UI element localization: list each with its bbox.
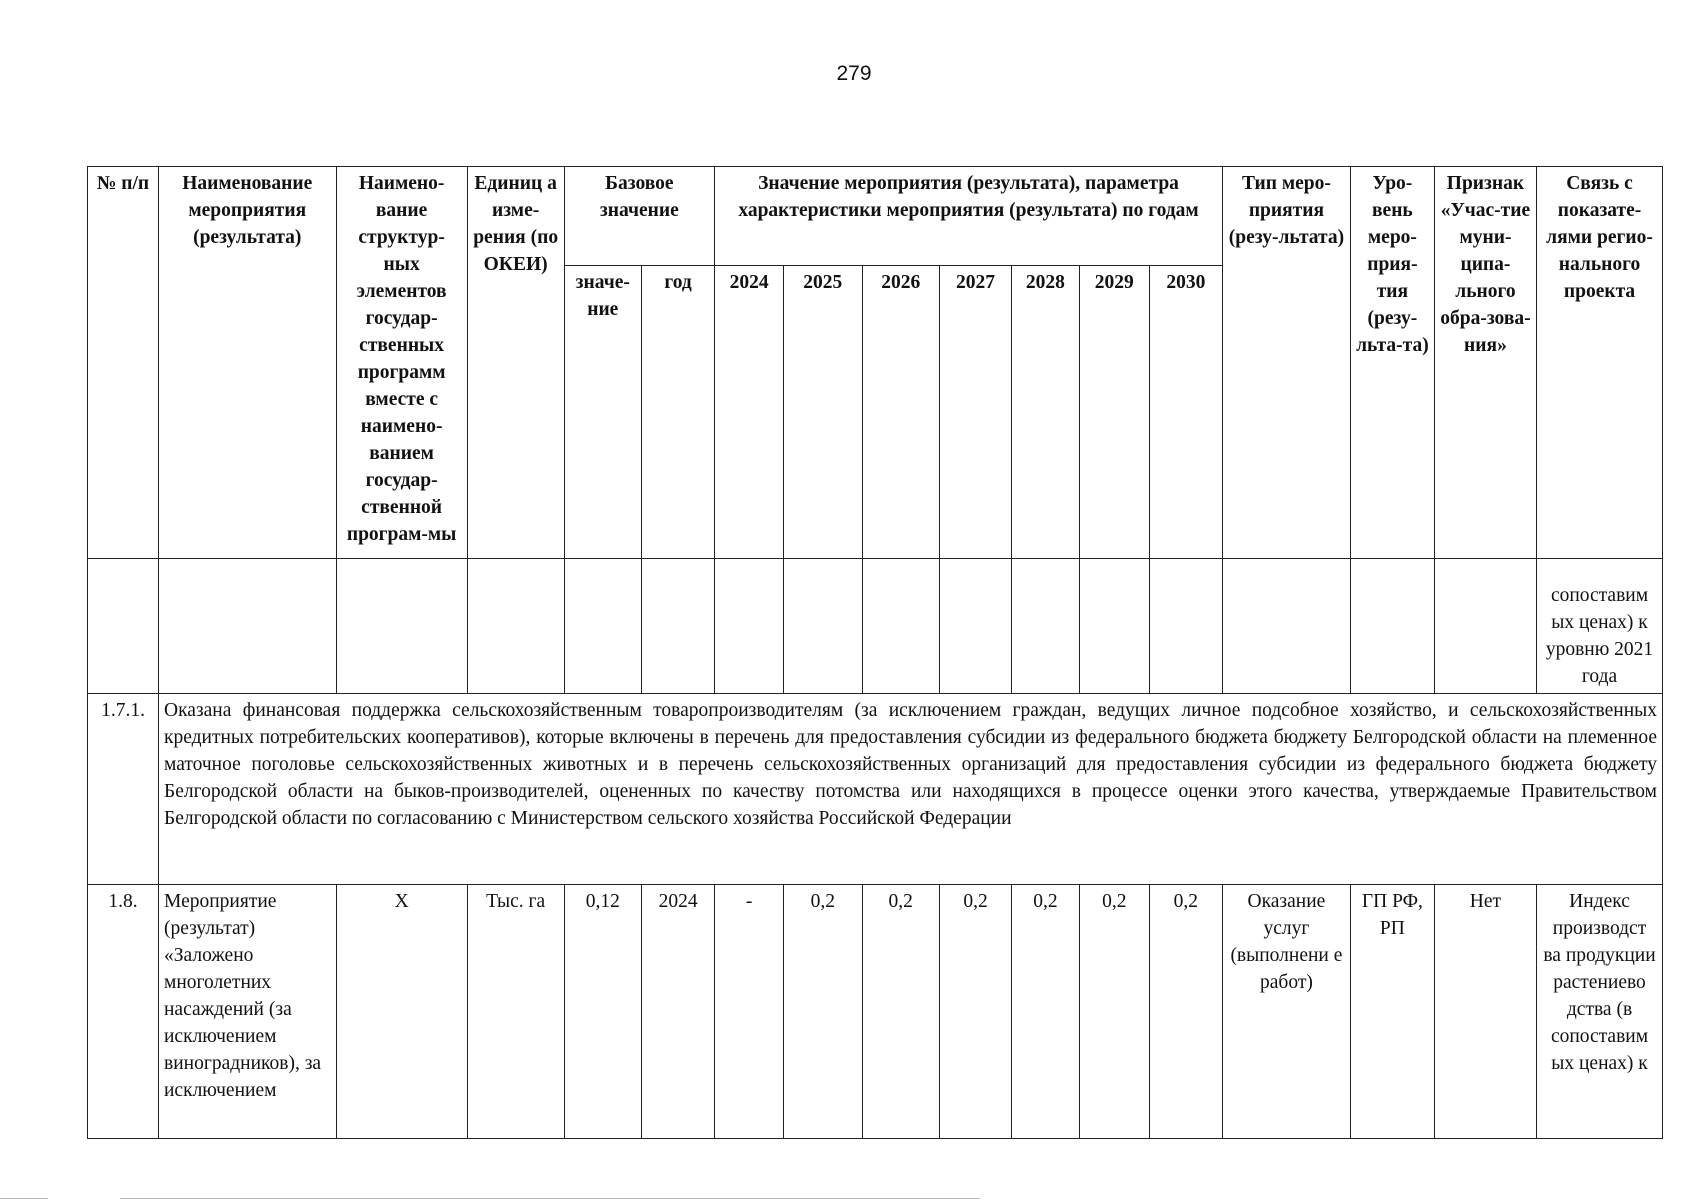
cell-empty (783, 558, 862, 693)
scan-edge-line (120, 1198, 980, 1199)
continuation-row (88, 558, 1663, 693)
header-municipal: Признак «Учас-тие муни-ципа-льного обра-зова-ния» (1434, 167, 1536, 559)
header-num: № п/п (88, 167, 159, 559)
header-link: Связь с показате-лями регио-нального проекта (1537, 167, 1663, 559)
row-1-8-2029: 0,2 (1079, 884, 1149, 1138)
cell-empty (564, 558, 641, 693)
cell-empty (715, 558, 784, 693)
row-1-8-municipal: Нет (1434, 884, 1536, 1138)
row-1-8 (88, 884, 1663, 1138)
cell-empty (1079, 558, 1149, 693)
row-1-8-2027: 0,2 (939, 884, 1011, 1138)
cell-empty (1222, 558, 1350, 693)
row-1-7-1-num: 1.7.1. (88, 694, 159, 884)
cell-empty (467, 558, 564, 693)
events-table (87, 166, 1663, 1139)
page-number: 279 (836, 62, 872, 85)
header-year-2024: 2024 (715, 266, 784, 558)
row-1-7-1-text: Оказана финансовая поддержка сельскохозяйственным товаропроизводителям (за исключением граждан, ведущих личное подсобное хозяйство, и сельскохозяйственных кредитных потребительских кооперативов), которые включены в перечень для предоставления субсидии из федерального бюджета бюджету Белгородской области на племенное маточное поголовье сельскохозяйственных животных и в перечень сельскохозяйственных организаций для предоставления субсидии из федерального бюджета бюджету Белгородской области на быков-производителей, оцененных по качеству потомства или находящихся в процессе оценки этого качества, утверждаемые Правительством Белгородской области по согласованию с Министерством сельского хозяйства Российской Федерации (159, 694, 1663, 884)
cell-empty (1350, 558, 1434, 693)
header-name: Наименование мероприятия (результата) (159, 167, 337, 559)
cell-empty (939, 558, 1011, 693)
row-1-8-unit: Тыс. га (467, 884, 564, 1138)
cell-empty (1149, 558, 1222, 693)
cell-empty (336, 558, 467, 693)
cell-empty (1012, 558, 1080, 693)
header-year-2029: 2029 (1079, 266, 1149, 558)
header-level: Уро-вень меро-прия-тия (резу-льта-та) (1350, 167, 1434, 559)
header-type: Тип меро-приятия (резу-льтата) (1222, 167, 1350, 559)
cell-empty (1434, 558, 1536, 693)
scan-edge-line (0, 1198, 48, 1199)
row-1-8-link: Индекс производст ва продукции растениево дства (в сопоставим ых ценах) к (1537, 884, 1663, 1138)
row-1-8-2026: 0,2 (862, 884, 939, 1138)
row-1-8-type: Оказание услуг (выполнени е работ) (1222, 884, 1350, 1138)
header-year-2025: 2025 (783, 266, 862, 558)
continuation-link: сопоставим ых ценах) к уровню 2021 года (1537, 558, 1663, 693)
row-1-8-num: 1.8. (88, 884, 159, 1138)
row-1-7-1 (88, 694, 1663, 884)
cell-empty (159, 558, 337, 693)
row-1-8-2028: 0,2 (1012, 884, 1080, 1138)
row-1-8-2025: 0,2 (783, 884, 862, 1138)
row-1-8-level: ГП РФ, РП (1350, 884, 1434, 1138)
cell-empty (642, 558, 715, 693)
row-1-8-2024: - (715, 884, 784, 1138)
cell-empty (88, 558, 159, 693)
header-row-1 (88, 167, 1663, 266)
header-year-2030: 2030 (1149, 266, 1222, 558)
header-values: Значение мероприятия (результата), параметра характеристики мероприятия (результата) по годам (715, 167, 1223, 266)
row-1-8-base-value: 0,12 (564, 884, 641, 1138)
header-structural: Наимено-вание структур-ных элементов государ-ственных программ вместе с наимено-ванием государ-ственной програм-мы (336, 167, 467, 559)
row-1-8-base-year: 2024 (642, 884, 715, 1138)
header-year-2028: 2028 (1012, 266, 1080, 558)
header-base-year: год (642, 266, 715, 558)
header-unit: Единиц а изме-рения (по ОКЕИ) (467, 167, 564, 559)
header-year-2027: 2027 (939, 266, 1011, 558)
row-1-8-2030: 0,2 (1149, 884, 1222, 1138)
header-base-value: значе-ние (564, 266, 641, 558)
row-1-8-structural: X (336, 884, 467, 1138)
cell-empty (862, 558, 939, 693)
header-base: Базовое значение (564, 167, 715, 266)
row-1-8-name: Мероприятие (результат) «Заложено многолетних насаждений (за исключением виноградников), за исключением (159, 884, 337, 1138)
header-year-2026: 2026 (862, 266, 939, 558)
